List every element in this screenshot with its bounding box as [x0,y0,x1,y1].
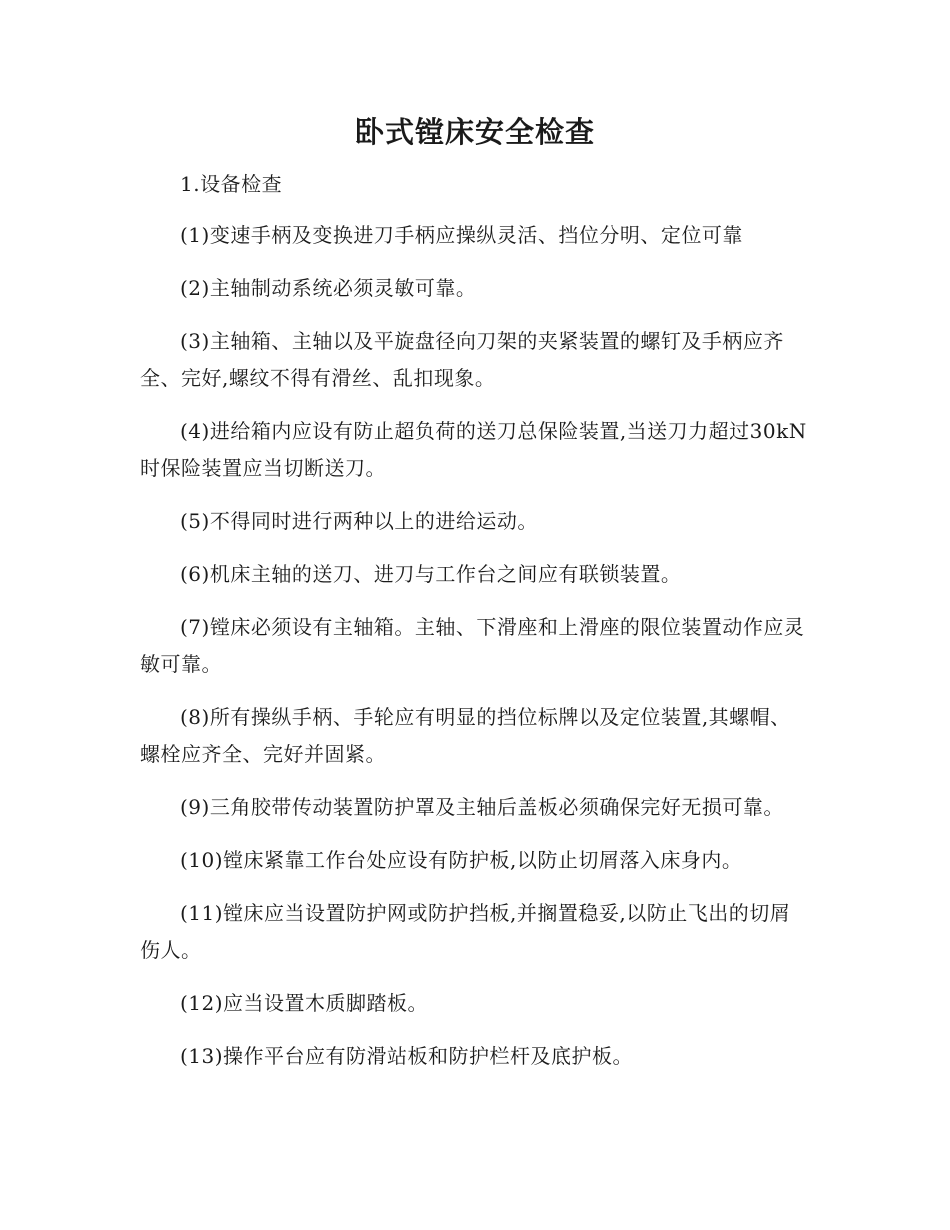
paragraph-item-6: (6)机床主轴的送刀、进刀与工作台之间应有联锁装置。 [180,562,682,586]
paragraph-item-2: (2)主轴制动系统必须灵敏可靠。 [180,276,477,300]
document-title: 卧式镗床安全检查 [354,115,595,149]
document-body [140,166,808,1091]
paragraph-item-8: (8)所有操纵手柄、手轮应有明显的挡位标牌以及定位装置,其螺帽、螺栓应齐全、完好并固紧。 [140,705,791,766]
paragraph-item-12: (12)应当设置木质脚踏板。 [180,991,429,1015]
paragraph-item-1: (1)变速手柄及变换进刀手柄应操纵灵活、挡位分明、定位可靠 [180,223,743,247]
paragraph-item-11: (11)镗床应当设置防护网或防护挡板,并搁置稳妥,以防止飞出的切屑伤人。 [140,901,791,962]
paragraph-item-13: (13)操作平台应有防滑站板和防护栏杆及底护板。 [180,1044,634,1068]
paragraph-item-7: (7)镗床必须设有主轴箱。主轴、下滑座和上滑座的限位装置动作应灵敏可靠。 [140,615,805,676]
paragraph-item-5: (5)不得同时进行两种以上的进给运动。 [180,509,538,533]
paragraph-item-4: (4)进给箱内应设有防止超负荷的送刀总保险装置,当送刀力超过30kN时保险装置应当切断送刀。 [140,419,807,480]
paragraph-item-9: (9)三角胶带传动装置防护罩及主轴后盖板必须确保完好无损可靠。 [180,795,784,819]
paragraph-item-10: (10)镗床紧靠工作台处应设有防护板,以防止切屑落入床身内。 [180,848,743,872]
section-heading: 1.设备检查 [180,172,283,196]
paragraph-item-3: (3)主轴箱、主轴以及平旋盘径向刀架的夹紧装置的螺钉及手柄应齐全、完好,螺纹不得有滑丝、乱扣现象。 [140,329,784,390]
